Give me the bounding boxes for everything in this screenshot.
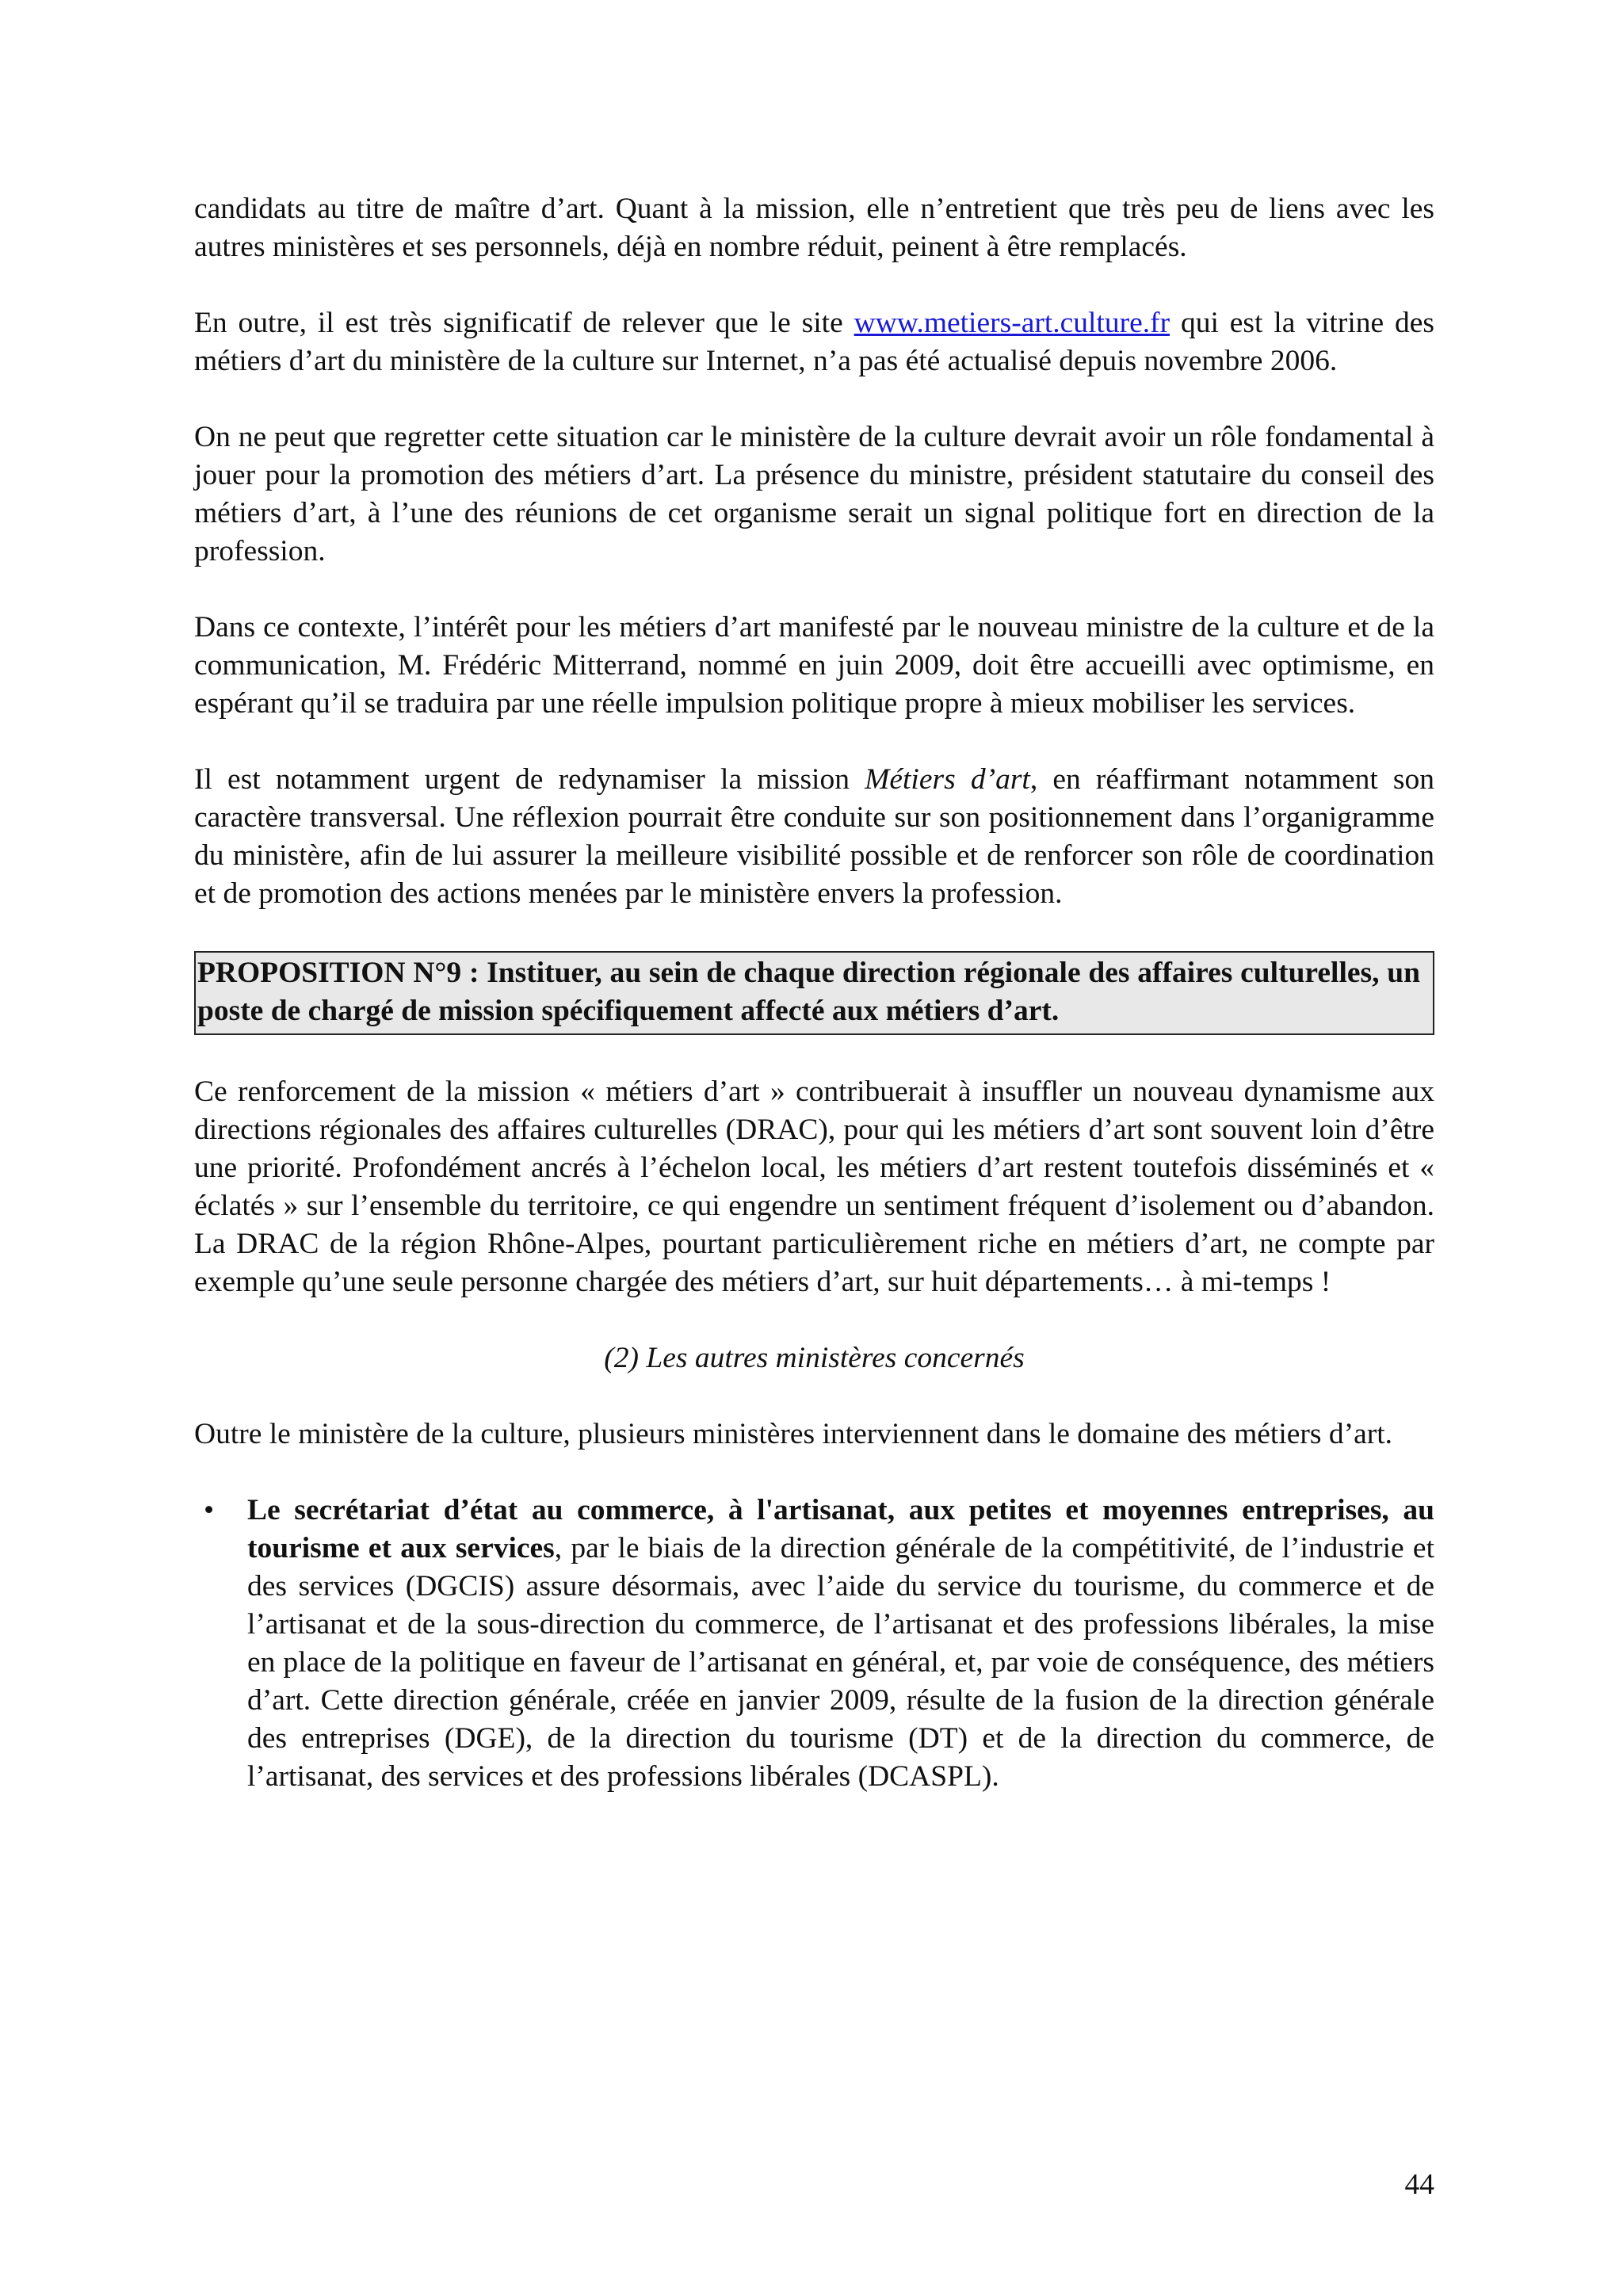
paragraph-drac: Ce renforcement de la mission « métiers d’art » contribuerait à insuffler un nouveau dynamisme aux directions régionales des affaires culturelles (DRAC), pour qui les métiers d’art sont souvent loin d’être une priorité. Profondément ancrés à l’échelon local, les métiers d’art restent toutefois disséminés et « éclatés » sur l’ensemble du territoire, ce qui engendre un sentiment fréquent d’isolement ou d’abandon. La DRAC de la région Rhône-Alpes, pourtant particulièrement riche en métiers d’art, ne compte par exemple qu’une seule personne chargée des métiers d’art, sur huit départements… à mi-temps !	[194, 1075, 1434, 1298]
paragraph-website-text-end: qui est la vitrine des métiers d’art du ministère de la culture sur Internet, n’a pas été actualisé depuis novembre 2006.	[194, 307, 1435, 377]
mission-name: Métiers d’art	[865, 763, 1030, 796]
bullet-icon: •	[204, 1494, 215, 1526]
paragraph-website-text-start: En outre, il est très significatif de relever que le site	[194, 307, 854, 339]
proposition-text: PROPOSITION N°9 : Instituer, au sein de chaque direction régionale des affaires culturelles, un poste de chargé de mission spécifiquement affecté aux métiers d’art.	[197, 957, 1420, 1027]
paragraph-mission-text-start: Il est notamment urgent de redynamiser la mission	[194, 763, 865, 796]
list-item-text: , par le biais de la direction générale de la compétitivité, de l’industrie et des services (DGCIS) assure désormais, avec l’aide du service du tourisme, du commerce et de l’artisanat et de la sous-direction du commerce, de l’artisanat et des professions libérales, la mise en place de la politique en faveur de l’artisanat en général, et, par voie de conséquence, des métiers d’art. Cette direction générale, créée en janvier 2009, résulte de la fusion de la direction générale des entreprises (DGE), de la direction du tourisme (DT) et de la direction du commerce, de l’artisanat, des services et des professions libérales (DCASPL).	[247, 1532, 1434, 1793]
list-item	[194, 1492, 1434, 1796]
page-number: 44	[1404, 2168, 1434, 2201]
list-item-bold-lead: Le secrétariat d’état au commerce, à l'artisanat, aux petites et moyennes entreprises, au tourisme et aux services	[247, 1494, 1434, 1564]
document-body	[194, 190, 1434, 1796]
section-subheading: (2) Les autres ministères concernés	[604, 1342, 1025, 1374]
proposition-box	[194, 951, 1434, 1035]
website-link[interactable]: www.metiers-art.culture.fr	[854, 307, 1170, 339]
paragraph-mission	[194, 761, 1434, 913]
paragraph-mission-text-end: , en réaffirmant notamment son caractère transversal. Une réflexion pourrait être conduite sur son positionnement dans l’organigramme du ministère, afin de lui assurer la meilleure visibilité possible et de renforcer son rôle de coordination et de promotion des actions menées par le ministère envers la profession.	[194, 763, 1434, 910]
paragraph-context: Dans ce contexte, l’intérêt pour les métiers d’art manifesté par le nouveau ministre de la culture et de la communication, M. Frédéric Mitterrand, nommé en juin 2009, doit être accueilli avec optimisme, en espérant qu’il se traduira par une réelle impulsion politique propre à mieux mobiliser les services.	[194, 611, 1434, 720]
paragraph-maitre-art: candidats au titre de maître d’art. Quant à la mission, elle n’entretient que très peu de liens avec les autres ministères et ses personnels, déjà en nombre réduit, peinent à être remplacés.	[194, 193, 1434, 263]
paragraph-regret: On ne peut que regretter cette situation car le ministère de la culture devrait avoir un rôle fondamental à jouer pour la promotion des métiers d’art. La présence du ministre, président statutaire du conseil des métiers d’art, à l’une des réunions de cet organisme serait un signal politique fort en direction de la profession.	[194, 421, 1434, 567]
paragraph-website	[194, 304, 1434, 380]
paragraph-other-ministries: Outre le ministère de la culture, plusieurs ministères interviennent dans le domaine des métiers d’art.	[194, 1418, 1393, 1450]
